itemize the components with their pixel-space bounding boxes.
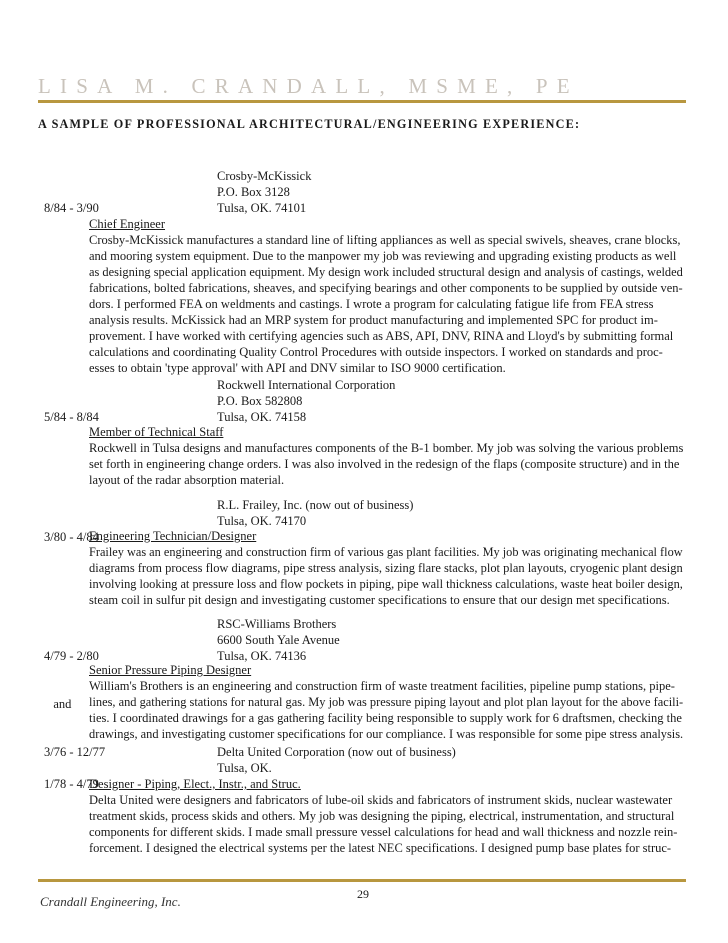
entry-address: Crosby-McKissick P.O. Box 3128 Tulsa, OK. 74101 (217, 169, 312, 215)
section-subtitle: A SAMPLE OF PROFESSIONAL ARCHITECTURAL/ENGINEERING EXPERIENCE: (38, 117, 581, 131)
entry-description: Frailey was an engineering and construction firm of various gas plant facilities. My job was originating mechanical flow diagrams from process flow diagrams, pipe stress analysis, sizing flare stacks, plot plan layouts, cryogenic plant design involving looking at pressure loss and flow pockets in piping, pipe wall thickness calculations, waste heat boiler design, steam coil in sulfur pit design and investigating customer specifications to ensure that our design met specifications. (89, 545, 683, 607)
entry-address: RSC-Williams Brothers 6600 South Yale Avenue Tulsa, OK. 74136 (217, 617, 340, 663)
entry-description: Crosby-McKissick manufactures a standard line of lifting appliances as well as special swivels, sheaves, crane blocks, and mooring system equipment. Due to the manpower my job was reviewing and upgrading existing products as well as designing special application equipment. My design work included structural design and analysis of castings, welded fabrications, bolted fabrications, sheaves, and specifying bearings and other components to be supplied by outside ven- dors. I performed FEA on weldments and castings. I wrote a program for calculating fatigue life from FEA stress analysis results. McKissick had an MRP system for product manufacturing and implemented SPC for product im- provement. I have worked with certifying agencies such as ABS, API, DNV, RINA and Lloyd's by submitting formal calculations and coordinating Quality Control Procedures with outside inspectors. I worked on standards and proc- esses to obtain 'type approval' with API and DNV similar to ISO 9000 certification. (89, 233, 683, 375)
resume-name: LISA M. CRANDALL, MSME, PE (38, 74, 579, 98)
entry-role: Chief Engineer (89, 217, 166, 231)
entry-dates: 1/78 - 4/79 (44, 777, 99, 791)
entry-dates: 4/79 - 2/80 and 3/76 - 12/77 (44, 649, 106, 759)
entry-address: Delta United Corporation (now out of business) Tulsa, OK. (217, 745, 456, 775)
header-rule (38, 100, 686, 103)
entry-role: Engineering Technician/Designer (89, 529, 257, 543)
entry-description: William's Brothers is an engineering and construction firm of waste treatment facilities, pipeline pump stations, pipe- lines, and gathering stations for natural gas. My job was pressure piping layout and plot plan layout for the above facili- ties. I coordinated drawings for a gas gathering facility being responsible to supply work for 6 draftsmen, checking the drawings, and investigating customer specifications for our compliance. I was responsible for some pipe stress analysis. (89, 679, 684, 741)
entry-description: Delta United were designers and fabricators of lube-oil skids and fabricators of instrument skids, nuclear wastewater treatment skids, process skids and others. My job was designing the piping, electrical, instrumentation, and structural components for different skids. I made small pressure vessel calculations for head and wall thickness and nozzle rein- forcement. I designed the electrical systems per the latest NEC specifications. I designed pump base plates for struc- (89, 793, 678, 855)
footer-company: Crandall Engineering, Inc. (40, 894, 181, 909)
entry-dates: 8/84 - 3/90 (44, 201, 99, 215)
entry-address: Rockwell International Corporation P.O. Box 582808 Tulsa, OK. 74158 (217, 378, 396, 424)
page-number: 29 (357, 887, 369, 901)
footer-rule (38, 879, 686, 882)
entry-role: Member of Technical Staff (89, 425, 224, 439)
entry-description: Rockwell in Tulsa designs and manufactures components of the B-1 bomber. My job was solving the various problems set forth in engineering change orders. I was also involved in the redesign of the flaps (composite structure) and in the layout of the radar absorption material. (89, 441, 684, 487)
entry-address: R.L. Frailey, Inc. (now out of business) Tulsa, OK. 74170 (217, 498, 414, 528)
entry-role: Designer - Piping, Elect., Instr., and Struc. (89, 777, 301, 791)
entry-dates: 3/80 - 4/84 (44, 530, 99, 544)
entry-dates: 5/84 - 8/84 (44, 410, 99, 424)
entry-role: Senior Pressure Piping Designer (89, 663, 252, 677)
